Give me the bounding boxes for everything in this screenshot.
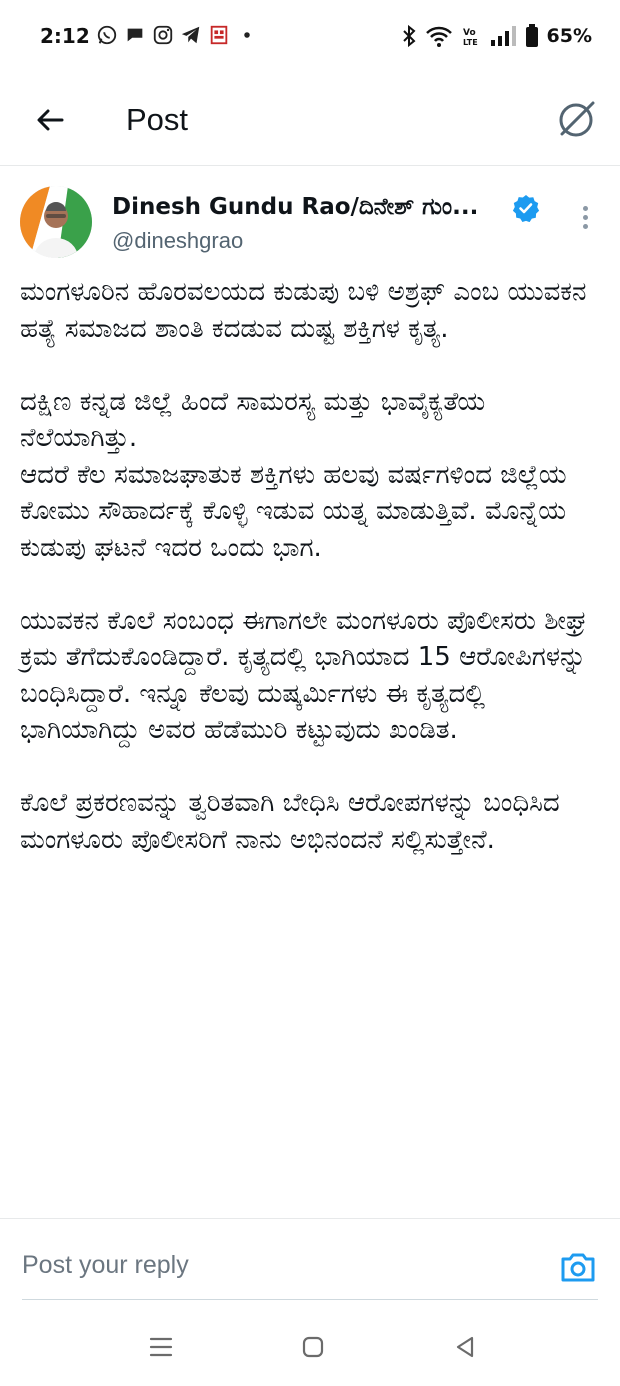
more-options-button[interactable] [568, 200, 602, 234]
more-dot-icon [583, 215, 588, 220]
back-button[interactable] [28, 98, 72, 142]
signal-icon [489, 24, 517, 48]
system-nav-bar [0, 1300, 620, 1386]
notification-icons [96, 24, 258, 46]
battery-percent: 65% [546, 25, 592, 47]
dot-icon [236, 24, 258, 46]
bluetooth-icon [401, 24, 417, 48]
post-paragraph: ಯುವಕನ ಕೊಲೆ ಸಂಬಂಧ ಈಗಾಗಲೇ ಮಂಗಳೂರು ಪೊಲೀಸರು ಶೀಘ್ರ ಕ್ರಮ ತೆಗೆದುಕೊಂಡಿದ್ದಾರೆ. ಕೃತ್ಯದಲ್ಲಿ ಭಾಗಿಯಾದ 15 ಆರೋಪಿಗಳನ್ನು ಬಂಧಿಸಿದ್ದಾರೆ. ಇನ್ನೂ ಕೆಲವು ದುಷ್ಕರ್ಮಿಗಳು ಈ ಕೃತ್ಯದಲ್ಲಿ ಭಾಗಿಯಾಗಿದ್ದು ಅವರ ಹೆಡೆಮುರಿ ಕಟ್ಟುವುದು ಖಂಡಿತ. [20, 605, 587, 745]
camera-button[interactable] [558, 1247, 598, 1287]
back-icon [453, 1335, 477, 1359]
camera-icon [558, 1247, 598, 1287]
page-title: Post [126, 102, 189, 137]
system-back-button[interactable] [450, 1332, 480, 1362]
telegram-icon [180, 24, 202, 46]
system-icons [401, 24, 592, 48]
chat-icon [124, 24, 146, 46]
grok-button[interactable] [554, 96, 600, 142]
post-text [20, 274, 600, 895]
post-paragraph: ಮಂಗಳೂರಿನ ಹೊರವಲಯದ ಕುಡುಪು ಬಳಿ ಅಶ್ರಫ್ ಎಂಬ ಯುವಕನ ಹತ್ಯೆ ಸಮಾಜದ ಶಾಂತಿ ಕದಡುವ ದುಷ್ಟ ಶಕ್ತಿಗಳ ಕೃತ್ಯ. [20, 277, 587, 344]
home-button[interactable] [298, 1332, 328, 1362]
more-dot-icon [583, 206, 588, 211]
avatar-image [20, 186, 92, 258]
verified-badge-icon [512, 194, 540, 222]
post-detail [0, 166, 620, 1218]
app-icon [208, 24, 230, 46]
post-paragraph: ಕೊಲೆ ಪ್ರಕರಣವನ್ನು ತ್ವರಿತವಾಗಿ ಬೇಧಿಸಿ ಆರೋಪಗಳನ್ನು ಬಂಧಿಸಿದ ಮಂಗಳೂರು ಪೊಲೀಸರಿಗೆ ನಾನು ಅಭಿನಂದನೆ ಸಲ್ಲಿಸುತ್ತೇನೆ. [20, 788, 560, 855]
menu-icon [148, 1335, 174, 1359]
status-time: 2:12 [40, 24, 90, 48]
reply-input[interactable] [22, 1245, 522, 1285]
home-icon [301, 1335, 325, 1359]
status-bar [0, 0, 620, 76]
recent-apps-button[interactable] [146, 1332, 176, 1362]
battery-icon [525, 24, 539, 48]
more-dot-icon [583, 224, 588, 229]
wifi-icon [425, 24, 453, 48]
arrow-left-icon [34, 104, 66, 136]
avatar[interactable] [20, 186, 92, 258]
whatsapp-icon [96, 24, 118, 46]
reply-bar [0, 1218, 620, 1300]
post-header [0, 76, 620, 166]
svg-text:LTE: LTE [462, 38, 478, 47]
instagram-icon [152, 24, 174, 46]
grok-icon [556, 98, 598, 140]
author-name[interactable]: Dinesh Gundu Rao/ದಿನೇಶ್ ಗುಂ... [112, 194, 479, 220]
volte-icon [461, 24, 481, 48]
post-paragraph: ದಕ್ಷಿಣ ಕನ್ನಡ ಜಿಲ್ಲೆ ಹಿಂದೆ ಸಾಮರಸ್ಯ ಮತ್ತು ಭಾವೈಕ್ಯತೆಯ ನೆಲೆಯಾಗಿತ್ತು. ಆದರೆ ಕೆಲ ಸಮಾಜಘಾತುಕ ಶಕ್ತಿಗಳು ಹಲವು ವರ್ಷಗಳಿಂದ ಜಿಲ್ಲೆಯ ಕೋಮು ಸೌಹಾರ್ದಕ್ಕೆ ಕೊಳ್ಳಿ ಇಡುವ ಯತ್ನ ಮಾಡುತ್ತಿವೆ. ಮೊನ್ನೆಯ ಕುಡುಪು ಘಟನೆ ಇದರ ಒಂದು ಭಾಗ. [20, 386, 567, 563]
author-handle[interactable]: @dineshgrao [112, 228, 244, 253]
svg-text:Vo: Vo [462, 28, 476, 38]
